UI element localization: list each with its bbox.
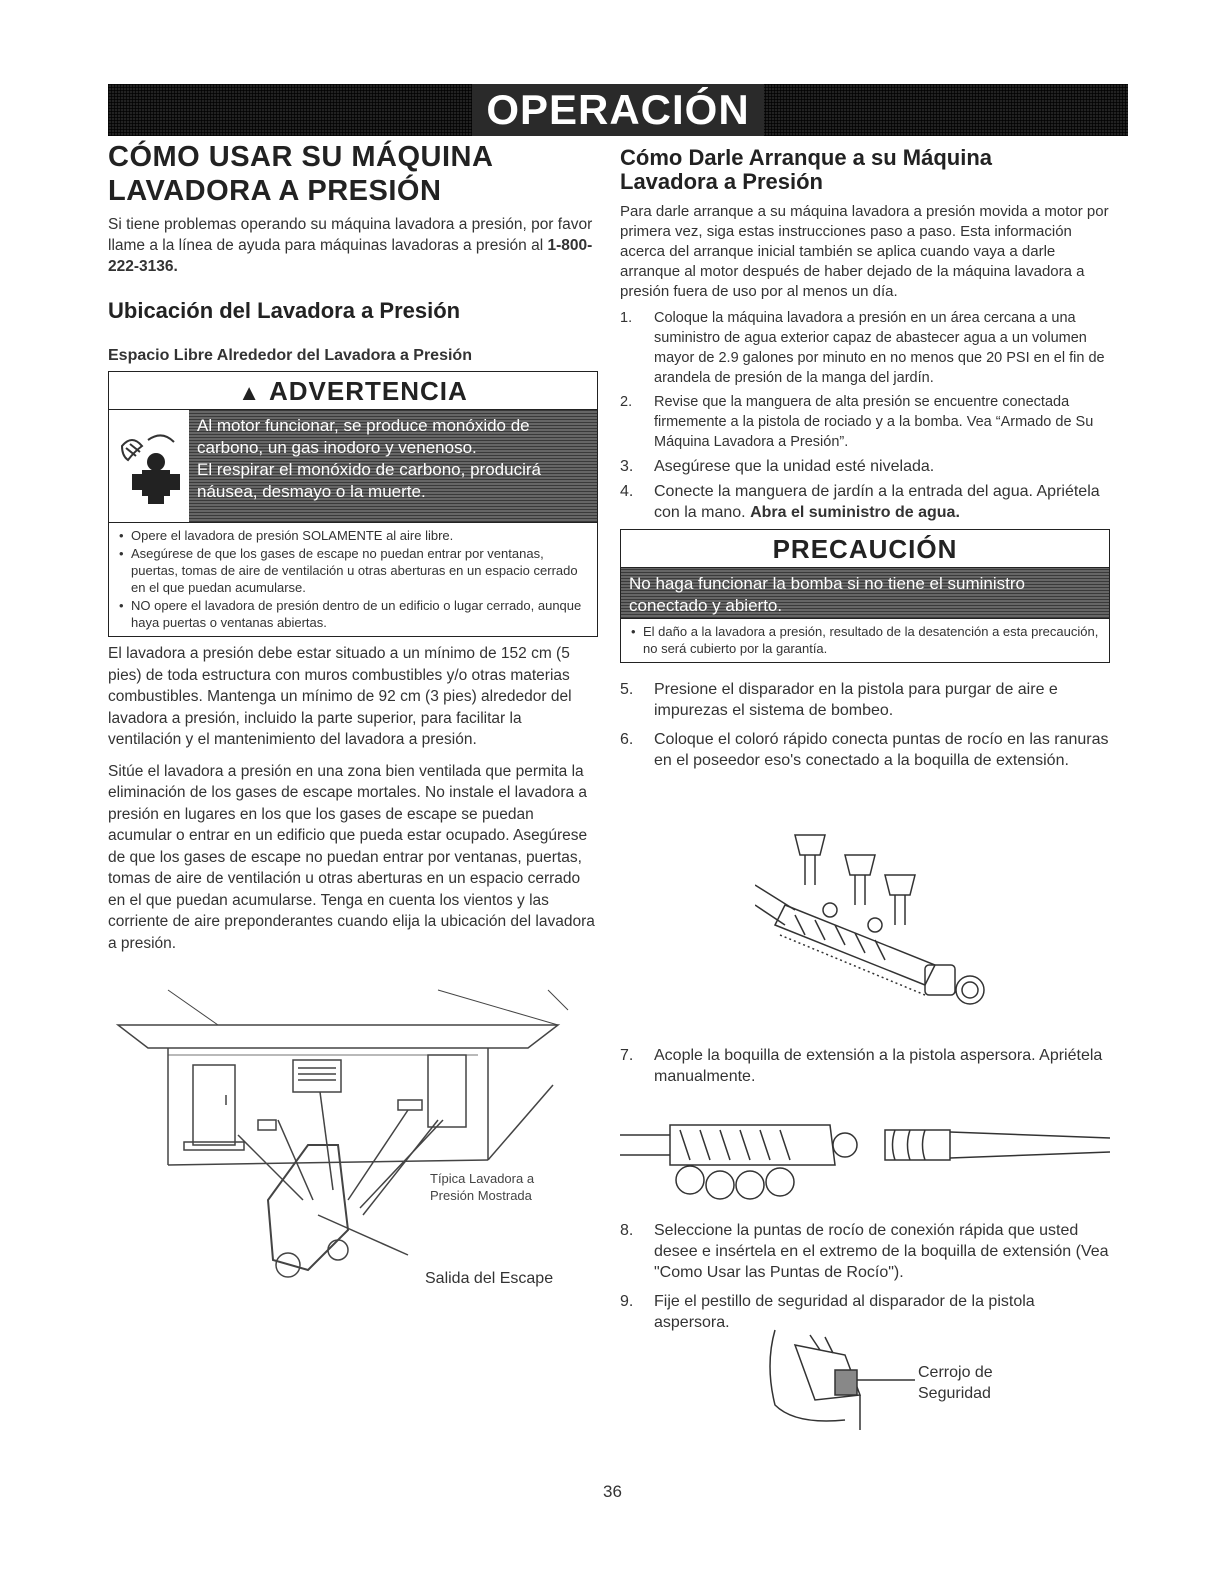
extension-wand-illustration: [620, 1110, 1110, 1210]
page-number: 36: [603, 1482, 622, 1501]
clearance-heading: Espacio Libre Alrededor del Lavadora a Presión: [108, 347, 472, 364]
step-item: 2. Revise que la manguera de alta presión se encuentre conectada firmemente a la pistola de rociado y a la bomba. Vea “Armado de Su Máquina Lavadora a Presión”.: [620, 394, 1094, 450]
step-item: 4. Conecte la manguera de jardín a la entrada del agua. Apriétela con la mano. Abra el suministro de agua.: [620, 483, 1100, 521]
warning-item: • Asegúrese de que los gases de escape no puedan entrar por ventanas, puertas, tomas de aire de ventilación u otras aberturas en un espacio cerrado en el que puedan acumularse.: [117, 545, 589, 596]
exhaust-label: Salida del Escape: [425, 1270, 554, 1287]
warning-item: • NO opere el lavadora de presión dentro de un edificio o lugar cerrado, aunque haya puertas o ventanas abiertas.: [117, 597, 589, 631]
help-paragraph: [108, 214, 598, 277]
caution-item: • El daño a la lavadora a presión, resultado de la desatención a esta precaución, no será cubierto por la garantía.: [629, 623, 1101, 657]
help-phone: 1-800-222-3136.: [108, 237, 593, 275]
step-item: 5. Presione el disparador en la pistola para purgar de aire e impurezas el sistema de bombeo.: [620, 681, 1058, 719]
left-column: [108, 140, 598, 954]
warning-message-2: El respirar el monóxido de carbono, producirá náusea, desmayo o la muerte.: [197, 460, 541, 501]
step-item: 1. Coloque la máquina lavadora a presión en un área cercana a una suministro de agua exterior capaz de abastecer agua a un volumen mayor de 2.9 galones por minuto en no menos que 20 PSI en el fin de arandela de presión de la manga del jardín.: [620, 310, 1105, 386]
banner-title: OPERACIÓN: [472, 84, 763, 136]
start-intro: Para darle arranque a su máquina lavadora a presión movida a motor por primera vez, siga estas instrucciones paso a paso. Esta información acerca del arranque inicial también se aplica cuando vaya a darle arranque al motor después de haber dejado de la máquina lavadora a presión fuera de uso por al menos un día.: [620, 203, 1109, 300]
step-item: 9. Fije el pestillo de seguridad al disparador de la pistola aspersora.: [620, 1293, 1035, 1331]
warning-message-1: Al motor funcionar, se produce monóxido de carbono, un gas inodoro y venenoso.: [197, 416, 530, 457]
nozzle-holder-illustration: [755, 825, 995, 1025]
warning-message-area: [109, 410, 597, 522]
figure-caption: [430, 1170, 534, 1204]
safety-lock-label: Cerrojo de Seguridad: [918, 1364, 993, 1402]
right-title-line2: Lavadora a Presión: [620, 169, 823, 194]
caution-list: [621, 618, 1109, 662]
step-item: 3. Asegúrese que la unidad esté nivelada.: [620, 458, 935, 475]
caution-header: PRECAUCIÓN: [621, 530, 1109, 568]
warning-list: [109, 522, 597, 636]
right-title-line1: Cómo Darle Arranque a su Máquina: [620, 145, 993, 170]
step-item: 8. Seleccione la puntas de rocío de conexión rápida que usted desee e insértela en el extremo de la boquilla de extensión (Vea "Como Usar las Puntas de Rocío").: [620, 1222, 1109, 1281]
poison-gas-icon: [109, 410, 189, 522]
step-7: 7. Acople la boquilla de extensión a la pistola aspersora. Apriétela manualmente.: [620, 1047, 1103, 1085]
right-column: [620, 140, 1110, 771]
caution-box: [620, 529, 1110, 663]
help-text: Si tiene problemas operando su máquina lavadora a presión, por favor llame a la línea de ayuda para máquinas lavadoras a presión al: [108, 216, 593, 254]
warning-header: [109, 372, 597, 410]
section-banner: [108, 84, 1128, 136]
warning-message: [189, 410, 597, 522]
warning-title: ADVERTENCIA: [268, 376, 468, 406]
figure-caption-line2: Presión Mostrada: [430, 1188, 532, 1203]
figure-caption-line1: Típica Lavadora a: [430, 1171, 535, 1186]
steps-list-c: [620, 1220, 1110, 1333]
house-ventilation-illustration: [108, 970, 588, 1300]
warning-item: • Opere el lavadora de presión SOLAMENTE al aire libre.: [117, 527, 589, 544]
steps-list-b: [620, 679, 1110, 771]
caution-message: No haga funcionar la bomba si no tiene el suministro conectado y abierto.: [621, 568, 1109, 618]
safety-lock-illustration: [755, 1325, 935, 1435]
location-heading: Ubicación del Lavadora a Presión: [108, 298, 461, 323]
step-item: 6. Coloque el coloró rápido conecta puntas de rocío en las ranuras en el poseedor eso's conectado a la boquilla de extensión.: [620, 731, 1109, 769]
steps-list-a: [620, 308, 1110, 523]
clearance-paragraph: El lavadora a presión debe estar situado a un mínimo de 152 cm (5 pies) de toda estructura con muros combustibles y/o otras materias combustibles. Mantenga un mínimo de 92 cm (3 pies) alrededor del lavadora a presión, incluido la parte superior, para facilitar la ventilación y el mantenimiento del lavadora a presión.: [108, 645, 572, 748]
ventilation-paragraph: Sitúe el lavadora a presión en una zona bien ventilada que permita la eliminación de los gases de escape mortales. No instale el lavadora a presión en lugares en los que los gases de escape se puedan acumular o entrar en un edificio que pueda estar ocupado. Asegúrese de que los gases de escape no puedan entrar por ventanas, puertas, tomas de aire de ventilación u otras aberturas en un espacio cerrado en el que puedan acumularse. Tenga en cuenta los vientos y las corriente de aire preponderantes cuando elija la ubicación del lavadora a presión.: [108, 762, 595, 952]
warning-triangle-icon: ▲: [238, 380, 261, 405]
warning-box: [108, 371, 598, 637]
left-title-line1: CÓMO USAR SU MÁQUINA: [108, 141, 494, 173]
left-title-line2: LAVADORA A PRESIÓN: [108, 175, 442, 207]
